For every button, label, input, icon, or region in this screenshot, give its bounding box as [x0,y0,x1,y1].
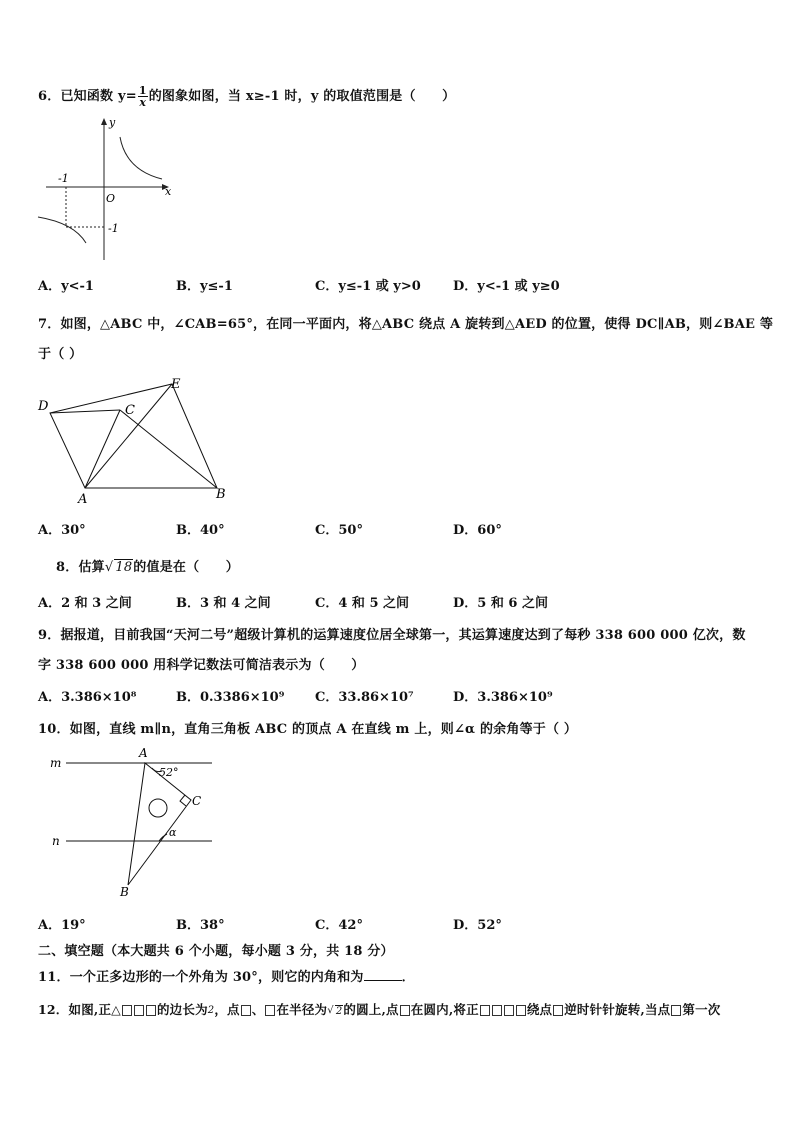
q6-figure [36,115,178,263]
q6-label-x: x [165,185,172,198]
missing-glyph-icon [671,1005,681,1016]
missing-glyph-icon [241,1005,251,1016]
q6-label-neg1-y: -1 [108,222,119,235]
missing-glyph-icon [504,1005,514,1016]
q12-stem: 12．如图,正△ 的边长为2，点 、 在半径为√ 2的圆上,点 在圆内,将正 绕点 逆时针针旋转,当点 第一次 [38,1002,721,1017]
q6-option-d[interactable]: D．y<-1 或 y≥0 [453,279,560,294]
q9-option-a[interactable]: A．3.386×10⁸ [38,690,137,705]
q10-option-c[interactable]: C．42° [315,918,363,933]
q8-option-b[interactable]: B．3 和 4 之间 [176,596,271,611]
missing-glyph-icon [553,1005,563,1016]
q10-label-angle: 52° [159,766,179,779]
q7-label-e: E [171,377,181,392]
q10-label-c: C [192,794,202,808]
q7-stem-line1: 7．如图，△ABC 中，∠CAB=65°，在同一平面内，将△ABC 绕点 A 旋转到△AED 的位置，使得 DC∥AB，则∠BAE 等 [38,317,774,332]
q7-stem-line2: 于（ ） [38,347,83,362]
q8-radicand: 18 [115,560,133,575]
q7-label-c: C [125,403,135,418]
q7-option-a[interactable]: A．30° [38,523,86,538]
q10-option-b[interactable]: B．38° [176,918,225,933]
q10-option-d[interactable]: D．52° [453,918,502,933]
q6-stem: 6．已知函数 y= $\frac{1}{x}$ 的图象如图，当 x≥-1 时，y 的取值范围是（ ） [38,84,456,109]
q6-option-b[interactable]: B．y≤-1 [176,279,233,294]
q6-option-a[interactable]: A．y<-1 [38,279,94,294]
q10-label-b: B [120,885,129,899]
q6-label-neg1-x: -1 [58,172,69,185]
q8-stem: 8．估算√ 18的值是在（ ） [56,560,239,575]
q10-label-alpha: α [169,826,177,839]
missing-glyph-icon [122,1005,132,1016]
missing-glyph-icon [492,1005,502,1016]
q7-figure [34,372,234,507]
sqrt-icon: √ [104,560,114,575]
sqrt-icon: √ [327,1005,334,1016]
q9-option-c[interactable]: C．33.86×10⁷ [315,690,414,705]
q6-option-c[interactable]: C．y≤-1 或 y>0 [315,279,421,294]
q6-label-y: y [109,116,116,129]
q10-label-m: m [50,756,62,770]
q10-stem: 10．如图，直线 m∥n，直角三角板 ABC 的顶点 A 在直线 m 上，则∠α 的余角等于（ ） [38,722,578,737]
q7-label-d: D [38,399,49,414]
q10-label-a: A [139,746,148,760]
q7-option-d[interactable]: D．60° [453,523,502,538]
q8-option-a[interactable]: A．2 和 3 之间 [38,596,132,611]
q7-option-c[interactable]: C．50° [315,523,363,538]
q8-option-c[interactable]: C．4 和 5 之间 [315,596,410,611]
q10-label-n: n [52,834,60,848]
q9-option-d[interactable]: D．3.386×10⁹ [453,690,553,705]
q9-stem-line1: 9．据报道，目前我国“天河二号”超级计算机的运算速度位居全球第一，其运算速度达到了每秒 338 600 000 亿次，数 [38,628,746,643]
q11-stem: 11．一个正多边形的一个外角为 30°，则它的内角和为 ． [38,970,415,985]
missing-glyph-icon [480,1005,490,1016]
q11-answer-blank[interactable] [364,968,402,981]
q7-label-a: A [78,492,88,507]
missing-glyph-icon [265,1005,275,1016]
q9-option-b[interactable]: B．0.3386×10⁹ [176,690,285,705]
q6-label-o: O [106,192,116,205]
missing-glyph-icon [134,1005,144,1016]
q10-option-a[interactable]: A．19° [38,918,86,933]
missing-glyph-icon [146,1005,156,1016]
q8-option-d[interactable]: D．5 和 6 之间 [453,596,548,611]
missing-glyph-icon [400,1005,410,1016]
section-heading: 二、填空题（本大题共 6 个小题，每小题 3 分，共 18 分） [38,944,394,959]
q6-fraction: $\frac{1}{x}$ [138,84,147,109]
q9-stem-line2: 字 338 600 000 用科学记数法可简洁表示为（ ） [38,658,365,673]
missing-glyph-icon [516,1005,526,1016]
q7-option-b[interactable]: B．40° [176,523,225,538]
q7-label-b: B [216,487,226,502]
q10-figure [46,744,218,900]
